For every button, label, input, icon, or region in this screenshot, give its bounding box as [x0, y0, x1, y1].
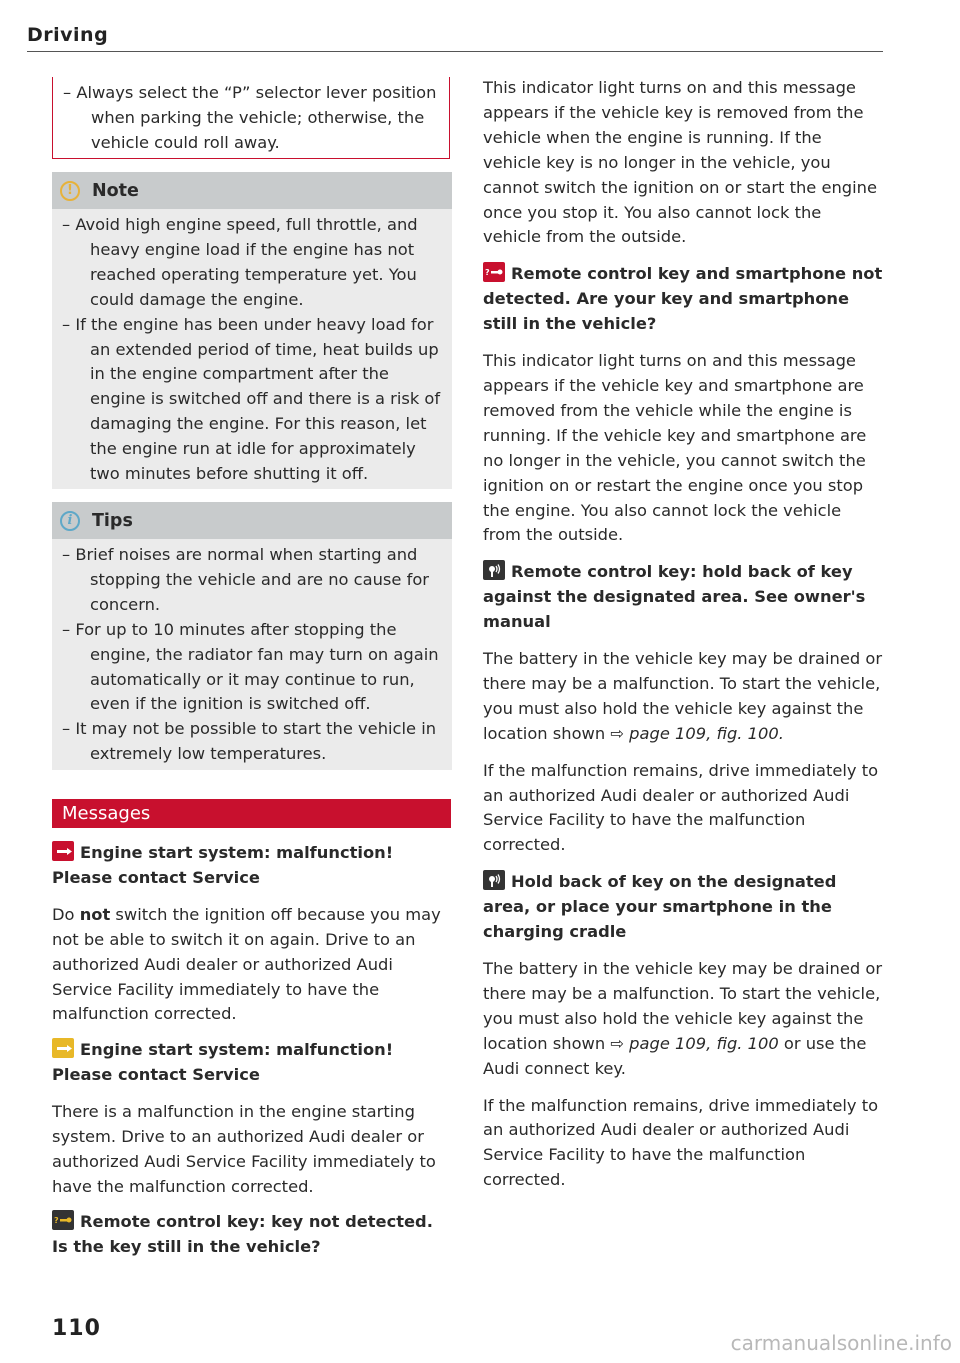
key-signal-icon [483, 870, 505, 890]
page-reference-link[interactable]: ⇨ page 109, fig. 100. [610, 723, 784, 743]
message-heading: Remote control key: hold back of key against the designated area. See owner's manual [483, 562, 866, 632]
note-item: – Avoid high engine speed, full throttle, and heavy engine load if the engine has not reached operating temperature yet. You could damage the engine. [62, 215, 418, 309]
message-body: There is a malfunction in the engine starting system. Drive to an authorized Audi dealer or authorized Audi Service Facility immediately to have the malfunction corrected. [52, 1101, 436, 1196]
tips-item: – For up to 10 minutes after stopping the engine, the radiator fan may turn on again automatically or it may continue to run, even if the ignition is switched off. [62, 619, 439, 714]
tips-title: Tips [92, 510, 133, 531]
info-icon: i [60, 511, 80, 531]
tips-item: – It may not be possible to start the vehicle in extremely low temperatures. [62, 719, 437, 764]
messages-heading: Messages [52, 799, 451, 828]
header-divider [27, 51, 883, 52]
tips-section [52, 502, 452, 770]
message-heading: Engine start system: malfunction! Please contact Service [52, 1040, 394, 1084]
note-panel [52, 209, 452, 489]
message-heading: Hold back of key on the designated area, or place your smartphone in the charging cradle [483, 872, 837, 942]
tips-bar [52, 502, 452, 539]
message-body: This indicator light turns on and this message appears if the vehicle key and smartphone are removed from the vehicle while the engine is running. If the vehicle key and smartphone are no longer in the vehicle, you cannot switch the ignition on or restart the engine once you stop the engine. You also cannot lock the vehicle from the outside. [483, 351, 867, 545]
section-title: Driving [27, 24, 109, 46]
engine-start-yellow-icon [52, 1038, 74, 1058]
note-icon: ! [60, 181, 80, 201]
note-title: Note [92, 180, 139, 201]
svg-text:?: ? [485, 268, 490, 278]
warning-box [52, 77, 450, 159]
warning-item: – Always select the “P” selector lever position when parking the vehicle; otherwise, the vehicle could roll away. [63, 83, 437, 152]
key-signal-icon [483, 560, 505, 580]
message-body: Do not switch the ignition off because you may not be able to switch it on again. Drive to an authorized Audi dealer or authorized Audi Service Facility immediately to have the malfunction corrected. [52, 904, 441, 1024]
message-body: The battery in the vehicle key may be drained or there may be a malfunction. To start the vehicle, you must also hold the vehicle key against the location shown ⇨ page 109, fig. 100 or use the Audi connect key. [483, 959, 883, 1078]
key-smartphone-icon [483, 262, 505, 282]
svg-text:?: ? [54, 1216, 59, 1225]
note-section [52, 172, 452, 489]
message-body: If the malfunction remains, drive immediately to an authorized Audi dealer or authorized Audi Service Facility to have the malfunction corrected. [483, 1095, 879, 1190]
message-heading: ? Remote control key: key not detected. Is the key still in the vehicle? [52, 1212, 433, 1256]
key-not-detected-icon [52, 1210, 74, 1230]
page-reference-link[interactable]: ⇨ page 109, fig. 100 [610, 1033, 779, 1053]
note-bar [52, 172, 452, 209]
message-heading: ? Remote control key and smartphone not detected. Are your key and smartphone still in the vehicle? [483, 264, 883, 334]
engine-start-red-icon [52, 841, 74, 861]
tips-item: – Brief noises are normal when starting and stopping the vehicle and are no cause for concern. [62, 545, 429, 614]
page-number: 110 [52, 1316, 101, 1341]
right-column [483, 76, 883, 1193]
message-heading: Engine start system: malfunction! Please contact Service [52, 843, 394, 887]
message-body: This indicator light turns on and this message appears if the vehicle key is removed from the vehicle when the engine is running. If the vehicle key is no longer in the vehicle, you cannot switch the ignition on or start the engine once you stop it. You also cannot lock the vehicle from the outside. [483, 78, 878, 247]
note-item: – If the engine has been under heavy load for an extended period of time, heat builds up in the engine compartment after the engine is switched off and there is a risk of damaging the engine. For this reason, let the engine run at idle for approximately two minutes before shutting it off. [62, 314, 441, 484]
message-body: If the malfunction remains, drive immediately to an authorized Audi dealer or authorized Audi Service Facility to have the malfunction corrected. [483, 760, 879, 855]
watermark: carmanualsonline.info [730, 1331, 952, 1355]
message-engine-start-yellow [52, 1038, 452, 1199]
message-key-not-detected [52, 1210, 452, 1260]
message-body: The battery in the vehicle key may be drained or there may be a malfunction. To start the vehicle, you must also hold the vehicle key against the location shown ⇨ page 109, fig. 100. [483, 649, 883, 743]
message-engine-start-red [52, 841, 452, 1027]
tips-panel [52, 539, 452, 770]
